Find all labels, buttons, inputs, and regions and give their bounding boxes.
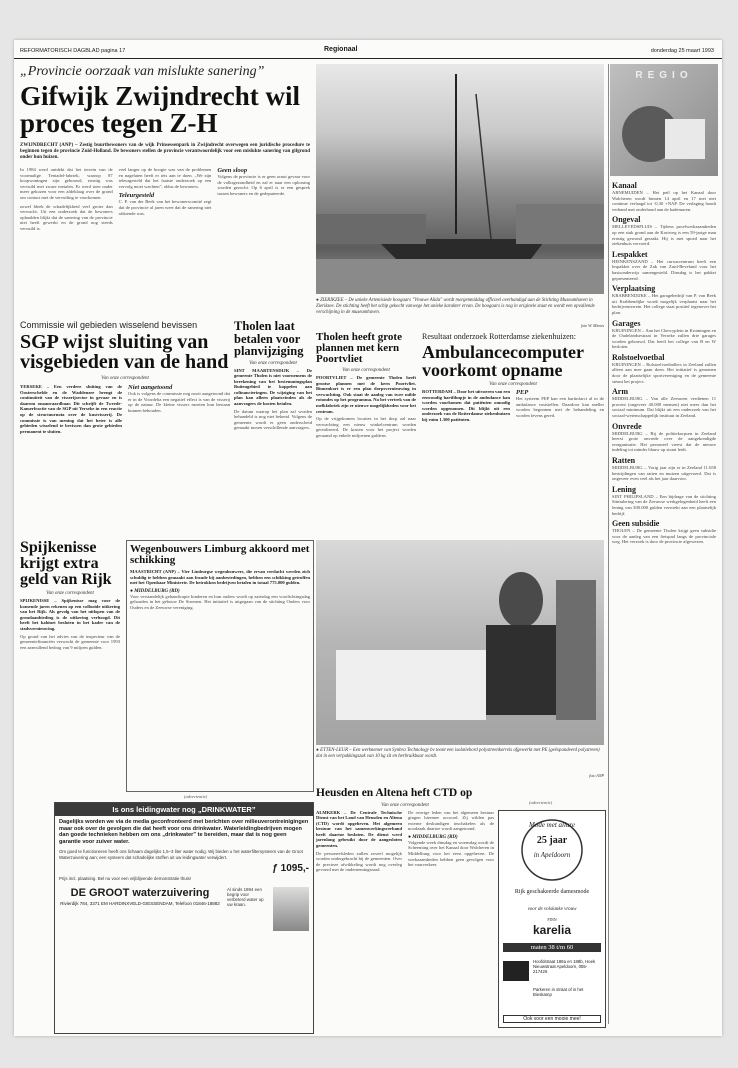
sidebar-item xyxy=(612,215,716,246)
tholen-poortvliet-body: POORTVLIET – De gemeente Tholen heeft grootse plannen met de kern Poortvliet. Binnenkort is er een plan dorpsvernieuwing in verwachting. Ook staat de aanleg van twee milde rotondes op het programma. Na het vertrek van de melkfabriek zijn er nieuwe mogelijkheden voor het centrum. xyxy=(316,375,416,414)
sidebar-title: Kanaal xyxy=(612,181,637,190)
regio-logo-graphic xyxy=(610,64,718,176)
mode-brand-pre: FINN xyxy=(547,917,557,922)
tholen-betalen-headline: Tholen laat betalen voor planvijziging xyxy=(234,319,304,358)
sidebar-text: KRABBENDIJKE – Het garagebedrijf van P. van Beek uit Krabbendijke wordt mogelijk verplaatst naar het bedrijventerrein. Het college staat positief tegenover het plan. xyxy=(612,293,716,315)
sidebar-title: Garages xyxy=(612,318,641,328)
sgp-article xyxy=(20,320,230,434)
wegenbouwers-box xyxy=(126,540,314,792)
heusden-body-4: Volgende week dinsdag en woensdag wordt de Scheeming over het Kanaal door Walcheren in Middelburg voor het eerst opgeheven. De werkzaamheden hebben geen gevolgen voor het vaarverkeer. xyxy=(408,839,494,868)
mode-tagline: Rijk geschakeerde damesmode xyxy=(514,889,590,895)
heusden-headline: Heusden en Altena heft CTD op xyxy=(316,787,473,799)
mode-address: Hoofdstraat 188a en 188b, Hoek Nieuwstraat Apeldoorn, 055-217426 xyxy=(533,959,596,975)
sidebar-item xyxy=(612,422,716,453)
heusden-subhead: ● MIDDELBURG (RD) xyxy=(408,834,458,840)
photo-sailboat xyxy=(316,64,604,294)
sidebar-title: Geen subsidie xyxy=(612,519,660,529)
sidebar-rule xyxy=(608,64,609,1024)
sidebar-title: Ratten xyxy=(612,456,636,465)
sidebar-item xyxy=(612,353,716,384)
spijkenisse-headline: Spijkenisse krijgt extra geld van Rijk xyxy=(20,539,112,588)
lead-kicker: „Provincie oorzaak van mislukte sanering” xyxy=(20,64,265,79)
mode-ring-text: Mode met allure xyxy=(528,821,575,829)
mode-parking: Parkeren in straat of in het Bieskamp xyxy=(533,987,584,997)
sidebar-text: MIDDELBURG – Vorig jaar zijn er in Zeeland 11.658 bestrijdingen van ratten en muizen uitgevoerd. Dat is ongeveer even veel als het jaar daarvoor. xyxy=(612,465,716,482)
ambulance-article xyxy=(422,332,604,423)
sidebar-text: ARNEMUIDEN – Het peil op het Kanaal door Walcheren wordt binnen 14 april en 17 mei niet continue verlaagd tot -0,30 +NAP. De verlaging houdt verband met onderhoud aan de kademuren. xyxy=(612,190,716,212)
sidebar-item xyxy=(612,387,716,418)
tholen-betalen-article xyxy=(234,320,312,431)
sidebar-text: MELLEVEDSPLUIS – Tijdens proefwerkzaamheden op een stuk grond aan de Kortweg is een 59-jarige man ernstig gewond geraakt. Hij is met spoed naar het ziekenhuis vervoerd. xyxy=(612,224,716,247)
wegenbouwers-body-2: Voor verstandelijk gehandicapte kinderen en hun ouders wordt op zaterdag een voorlichtingsdag gehouden in het gebouw De Stromen. Het initiatief is uitgegaan van de stichting Ouders voor Ouders en de Zeeuwse vereniging. xyxy=(130,593,310,610)
lead-story xyxy=(20,64,310,232)
sidebar-title: Onvrede xyxy=(612,421,642,431)
sidebar-item xyxy=(612,250,716,281)
sidebar-item xyxy=(612,485,716,516)
lead-intro: ZWIJNDRECHT (ANP) – Zestig buurtbewoners van de wijk Prinsessenpark in Zwijndrecht overwegen een juridische procedure te beginnen tegen de provincie Zuid-Holland. De bewoners stellen de provincie verantwoordelijk voor een mislukte sanering van gifgrond onder hun huizen. xyxy=(20,143,310,160)
heusden-body-3: De overige leden van het algemeen bestuur gingen hiermee accoord. Zij wilden pas externe deskundigen inschakelen als de noodzaak daartoe wordt aangetoond. xyxy=(408,809,494,832)
lead-subhead-2: Geen sloop xyxy=(217,167,248,174)
wegenbouwers-subhead: ● MIDDELBURG (RD) xyxy=(130,588,180,594)
tholen-betalen-byline: Van onze correspondent xyxy=(249,360,297,366)
ambulance-subhead: PEP xyxy=(516,389,529,396)
drinkwater-note: Prijs incl. plaatsing. Bel nu voor een vrijblijvende demonstratie thuis! xyxy=(59,876,192,882)
sidebar-text: KRUININGEN – Aan het Chercyplein in Kruiningen en de Oudelandsestraat in Yerseke zullen drie garages worden gebouwd. Dat heeft het college van B en W besloten. xyxy=(612,327,716,350)
regio-logo-box xyxy=(610,64,718,176)
advertentie-label-2: (advertentie) xyxy=(529,800,553,805)
spijkenisse-byline: Van onze correspondent xyxy=(46,591,94,596)
drinkwater-ad xyxy=(54,802,314,1034)
tholen-betalen-body-2: De datum waarop het plan zal worden behandeld is nog niet bekend. Volgens de gemeente wordt er geen onderscheid gemaakt tussen verschillende aanvragers. xyxy=(234,408,312,431)
sidebar-text: HEINKENSZAND – Het cursuscentrum heeft een lespakket over de Zak van Zuid-Beveland voor het basisonderwijs samengesteld. Dinsdag is het pakket gepresenteerd. xyxy=(612,258,716,281)
tholen-betalen-body: SINT MAARTENSDIJK – De gemeente Tholen is niet voornemens de berekening van het bestemmingsplan Buitengebied te koppelen aan cofinancieringen. De wijziging van het plan kan alleen plaatsvinden als de aanvragers de kosten betalen. xyxy=(234,367,312,407)
sgp-byline: Van onze correspondent xyxy=(101,376,149,381)
sidebar-title: Rolstoelvoetbal xyxy=(612,352,665,362)
heusden-body-2: De personeelsleden zullen zoveel mogelijk worden ondergebracht bij de gemeenten. Over de precieze afwikkeling wordt nog overleg gevoerd met de ondernemingsraad. xyxy=(316,850,402,873)
lead-headline: Gifwijk Zwijndrecht wil proces tegen Z-H xyxy=(20,81,301,138)
sidebar-item xyxy=(612,319,716,350)
drinkwater-brand: DE GROOT waterzuivering xyxy=(70,887,210,900)
sgp-body: YERSEKE – Een verdere sluiting van de Oosterschelde en de Waddenzee brengt de continuïteit van de visserijsector in gevaar en is daarom onaanvaardbaar. Dit schrijft de Tweede-Kamerfractie van de SGP uit Yerseke in een reactie op de structuurnota over de kustvisserij. De commissie is van mening dat het beter is alle gebieden wisselend te bevissen dan grote gebieden permanent te sluiten. xyxy=(20,384,122,434)
mode-cta: Ook voor een mooie mee! xyxy=(503,1015,601,1023)
drinkwater-body: Om goed te functioneren heeft ons lichaam dagelijks 1,5–3 liter water nodig. Wij bieden u het waterfiltersysteem van de Groot Waterzuivering aan; een systeem dat schadelijke stoffen uit uw leidingwater verwijdert. xyxy=(59,849,303,860)
sidebar-text: SINT PHILIPSLAND – Een bijdrage van de stichting Stimulering van de Zeeuwse werkgelegenheid heeft een lening van 300.000 gulden verstrekt aan een plaatselijk bedrijf. xyxy=(612,493,716,516)
water-filter-image xyxy=(273,887,309,931)
spijkenisse-body-2: Op grond van het advies van de inspecteur van de gemeentefinanciën verwacht de gemeente voor 1993 een aanvullend bedrag van 9 miljoen gulden. xyxy=(20,633,120,650)
sidebar-text: THOLEN – De gemeente Tholen krijgt geen subsidie voor de aanleg van een fietspad langs de provinciale weg. Het verzoek is door de provincie afgewezen. xyxy=(612,528,716,545)
lead-body-1: In 1984 werd ontdekt dat het terrein van de voormalige Tentadel-fabriek, waarop 87 koopwoningen zijn gebouwd, ernstig was vervuild met zware metalen. Er werd toen onder meer gekozen voor een afdeklaag over de grond om contact met de vervuiling te voorkomen. xyxy=(20,167,113,200)
sidebar-title: Ongeval xyxy=(612,215,641,225)
sgp-kicker: Commissie wil gebieden wisselend bevissen xyxy=(20,320,198,330)
sidebar-text: KRUININGEN – Rolstoelvoetballers in Zeeland zullen alleen aan mee gaan doen. Het initiatief is genomen door de plaatselijke sportvereniging en de gemeente steunt het project. xyxy=(612,361,716,384)
sgp-subhead: Niet aangetoond xyxy=(128,384,173,391)
ambulance-byline: Van onze correspondent xyxy=(489,382,537,387)
polystyrene-illustration xyxy=(316,540,604,745)
lead-body-2: zowel bleek de schadelijkheid veel groter dan verwacht. Uit een onderzoek dat de bewoners ophaalden blijkt dat de sanering van de provincie niet heeft gewerkt en de grond nog steeds vervuild is. xyxy=(20,203,113,231)
drinkwater-address: Rivierdijk 784, 3371 EM HARDINXVELD-GIESSENDAM, Telefoon 01846-18882 xyxy=(60,901,220,907)
lead-body-4: C. P. van der Beek van het bewonerscomité zegt dat de provincie al jaren weet dat de sanering niet afdoende was. xyxy=(118,199,212,216)
heusden-article xyxy=(316,788,494,873)
drinkwater-price: ƒ 1095,- xyxy=(272,863,309,875)
photo2-caption: ● ETTEN-LEUR – Een werknemer van Synbra Technology bv toont een isolatiebord polystreenkorrels afgewerkt met PE (geëxpandeerd polystreen) dat in een verpakkingszak van 10 kg zit en herbruikbaar wordt. xyxy=(316,748,600,759)
page-header-date: donderdag 25 maart 1993 xyxy=(650,48,714,54)
section-title: Regionaal xyxy=(324,46,358,53)
wegenbouwers-body: MAASTRICHT (ANP) – Vier Limburgse wegenbouwers, die ervan verdacht werden zich schuldig te hebben gemaakt aan fraude bij aanbestedingen, hebben een schikking getroffen met het Openbaar Ministerie. De betrokken bedrijven betalen in totaal 775.000 gulden. xyxy=(130,569,310,586)
ambulance-kicker: Resultaat onderzoek Rotterdamse ziekenhuizen: xyxy=(422,332,576,341)
sgp-headline: SGP wijst sluiting van visgebieden van de hand xyxy=(20,331,229,373)
header-rule xyxy=(14,58,722,59)
regio-logo-text: REGIO xyxy=(635,70,693,81)
tholen-poortvliet-article xyxy=(316,332,416,439)
sidebar-item xyxy=(612,284,716,315)
ambulance-body: ROTTERDAM – Door het uitvoeren van een eenvoudig hartfilmpje in de ambulance kan worden voorkomen dat patiënten onnodig worden opgenomen. Dit blijkt uit een onderzoek van de Rotterdamse ziekenhuizen bij ruim 1.300 patiënten. xyxy=(422,389,510,422)
sidebar-text: MIDDELBURG – Bij de politiekorpsen in Zeeland heerst grote onvrede over de aangekondigde reorganisatie. Het personeel vreest dat de nieuwe indeling tot minder blauw op straat leidt. xyxy=(612,430,716,453)
tholen-poortvliet-byline: Van onze correspondent xyxy=(342,368,390,373)
sidebar-text: MIDDELBURG – Van alle Zeeuwen verdienen 11 procent (ongeveer 40.000 mensen) niet meer dan het sociaal minimum. Dat blijkt uit een onderzoek van het sociaal-wetenschappelijk instituut in Zeeland. xyxy=(612,396,716,419)
drinkwater-side-text: Al sinds 1984 een begrip voor verbeterd water op uw kraan. xyxy=(227,887,264,908)
lead-body-3: veel langer op de hoogte was van de problemen en nagelaten heeft er iets aan te doen. „We zijn teleurgesteld dat het laatste onderzoek op een vervolg moet wachten”, aldus de bewoners. xyxy=(118,167,212,189)
lead-subhead-1: Teleurgesteld xyxy=(118,192,155,200)
mode-logo-block xyxy=(503,961,529,981)
drinkwater-intro: Dagelijks worden we via de media geconfronteerd met berichten over milieuverontreinigingen maar ook over de gevolgen die dat heeft voor ons drinkwater. Waterleidingbedrijven mogen dan goede technieken hebben om ons „drinkwater” te bereiden, maar dat is nog geen garantie voor zuiver water. xyxy=(59,819,309,845)
sgp-body-2: Ook is volgens de commissie nog nooit aangetoond dat er in de Voordelta een negatief effect is van de visserij op de natuur. De kleine vissers moeten hun bestaan kunnen behouden. xyxy=(128,391,230,413)
ambulance-body-2: Het systeem PEP kan een hartinfarct al in de ambulance vaststellen. Daardoor kan sneller worden begonnen met de behandeling en worden levens gered. xyxy=(516,396,604,418)
sidebar-item xyxy=(612,456,716,482)
spijkenisse-body: SPIJKENISSE – Spijkenisse mag voor de komende jaren rekenen op een vollooide uitkering van het Rijk. Als gevolg van het uitlopen van de grondaanbieding is de uitkering verhoogd. Dit heeft het kabinet besloten in het kader van de stadsvernieuwing. xyxy=(20,598,120,631)
lead-body-5: Volgens de provincie is er geen acuut gevaar voor de volksgezondheid en zal er naar een oplossing worden gezocht. Op 6 april is er een gesprek tussen bewoners en de gedeputeerde. xyxy=(217,174,311,196)
tholen-poortvliet-headline: Tholen heeft grote plannen met kern Poortvliet xyxy=(316,331,402,365)
mode-brand: karelia xyxy=(532,923,572,937)
sidebar-item xyxy=(612,181,716,212)
mode-ad xyxy=(498,810,606,1028)
photo2-credit: foto ANP xyxy=(589,773,604,778)
mode-city: in Apeldoorn xyxy=(533,851,571,859)
newspaper-page xyxy=(14,40,722,1036)
tholen-poortvliet-body-2: Op de vrijgekomen locaties in het dorp zal naar verwachting een nieuw winkelcentrum worden gerealiseerd. De kosten voor het project worden geraamd op enkele miljoenen guldens. xyxy=(316,416,416,438)
sidebar-item xyxy=(612,519,716,545)
mode-years: 25 jaar xyxy=(536,835,568,846)
wegenbouwers-headline: Wegenbouwers Limburg akkoord met schikking xyxy=(130,543,310,566)
sidebar-title: Lespakket xyxy=(612,249,648,259)
heusden-body: ALMKERK – De Centrale Technische Dienst van het Land van Heusden en Altena (CTD) wordt opgeheven. Het algemeen bestuur van het samenwerkingsverband heeft daartoe besloten. De dienst werd jarenlang gebruikt door de aangesloten gemeenten. xyxy=(316,809,402,849)
ambulance-headline: Ambulancecomputer voorkomt opname xyxy=(422,342,584,380)
photo1-caption: ● ZIERIKZEE – De unieke Artemisiede hoogaars "Vrouwe Alida" wordt morgenmiddag officieel overhandigd aan de Stichting Museumhaven in Zierikzee. De stichting heeft het schip gekocht vanwege het unieke karakter ervan. De hoogaars is nog in originele staat en wordt een opvallende verschijning in de museumhaven. xyxy=(316,298,595,315)
sidebar-title: Verplaatsing xyxy=(612,284,656,294)
sidebar-title: Lening xyxy=(612,484,637,494)
sidebar-title: Arm xyxy=(612,387,628,397)
mode-maten: maten 38 t/m 60 xyxy=(503,943,601,952)
drinkwater-title: Is ons leidingwater nog „DRINKWATER” xyxy=(55,803,313,816)
photo-polystyrene xyxy=(316,540,604,745)
sidebar xyxy=(612,178,716,545)
page-header-left: REFORMATORISCH DAGBLAD pagina 17 xyxy=(20,48,126,54)
spijkenisse-article xyxy=(20,540,120,650)
advertentie-label: (advertentie) xyxy=(184,794,208,799)
sailboat-illustration xyxy=(316,64,604,294)
photo1-credit: foto W. Mienis xyxy=(580,323,604,328)
heusden-byline: Van onze correspondent xyxy=(381,802,429,808)
mode-sub: voor de volslanke vrouw xyxy=(527,907,577,912)
